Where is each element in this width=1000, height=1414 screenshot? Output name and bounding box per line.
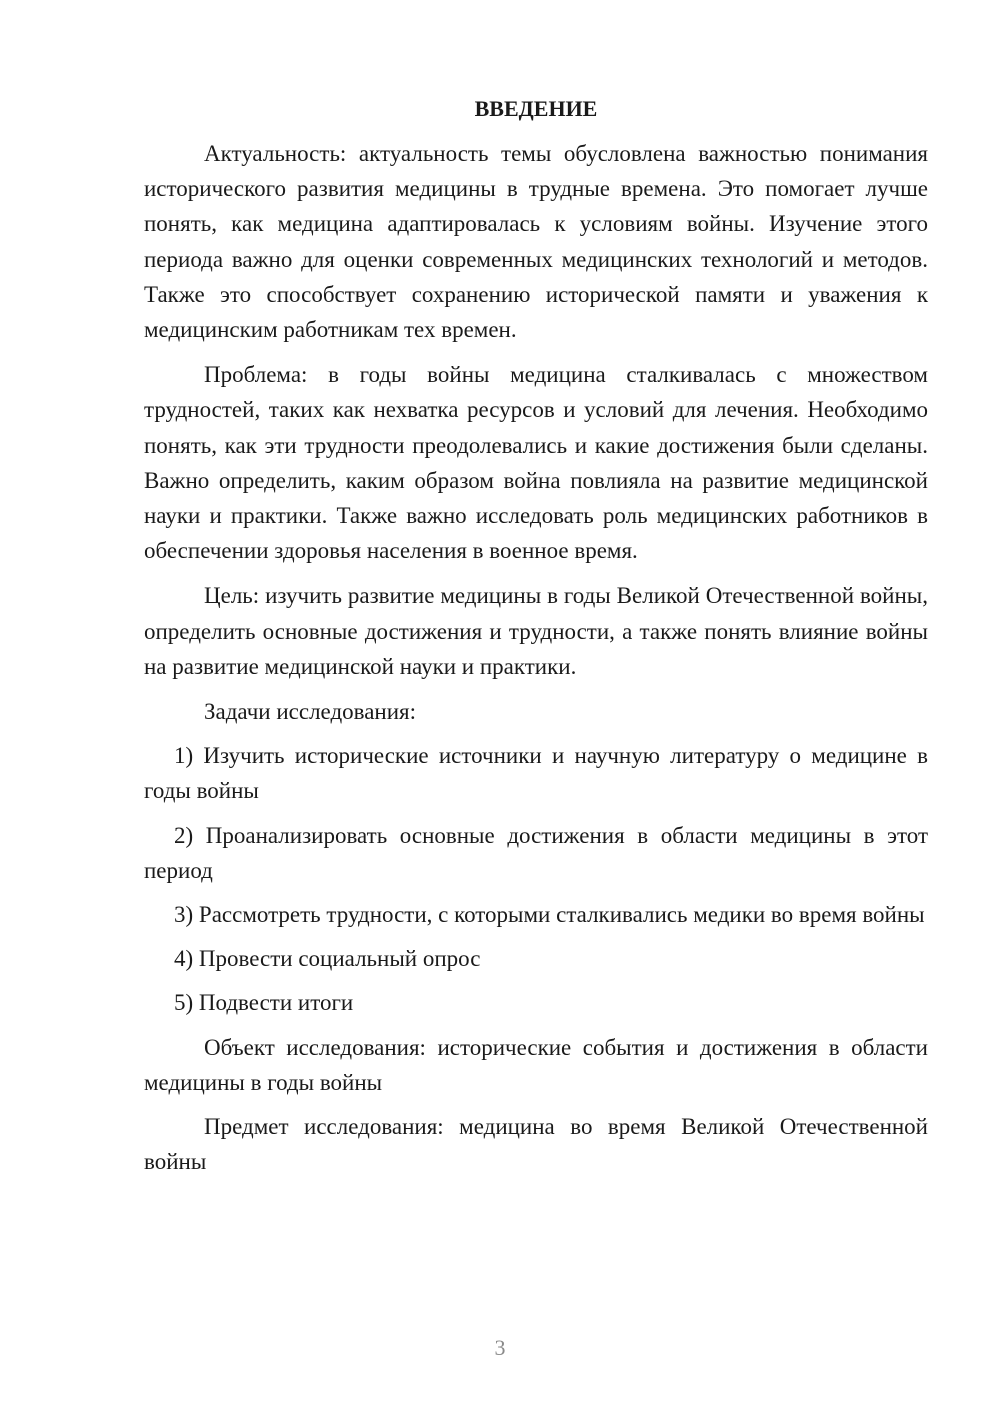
- task-item-3: 3) Рассмотреть трудности, с которыми сталкивались медики во время войны: [174, 902, 925, 928]
- page-number: 3: [494, 1335, 506, 1360]
- tasks-heading: Задачи исследования:: [204, 699, 417, 725]
- page-content: [144, 94, 928, 1179]
- task-item-1: 1) Изучить исторические источники и научную литературу о медицине в годы войны: [144, 743, 928, 804]
- paragraph-relevance: Актуальность: актуальность темы обусловлена важностью понимания исторического развития медицины в трудные времена. Это помогает лучше понять, как медицина адаптировалась к условиям войны. Изучение этого периода важно для оценки современных медицинских технологий и методов. Также это способствует сохранению исторической памяти и уважения к медицинским работникам тех времен.: [144, 141, 928, 343]
- paragraph-goal: Цель: изучить развитие медицины в годы Великой Отечественной войны, определить основные достижения и трудности, а также понять влияние войны на развитие медицинской науки и практики.: [144, 583, 928, 679]
- task-item-2: 2) Проанализировать основные достижения в области медицины в этот период: [144, 822, 928, 883]
- page-title: ВВЕДЕНИЕ: [474, 96, 598, 121]
- task-item-5: 5) Подвести итоги: [174, 990, 354, 1016]
- research-object: Объект исследования: исторические события и достижения в области медицины в годы войны: [144, 1034, 928, 1095]
- task-item-4: 4) Провести социальный опрос: [174, 946, 481, 972]
- research-subject: Предмет исследования: медицина во время Великой Отечественной войны: [144, 1114, 928, 1175]
- paragraph-problem: Проблема: в годы войны медицина сталкивалась с множеством трудностей, таких как нехватка ресурсов и условий для лечения. Необходимо понять, как эти трудности преодолевались и какие достижения были сделаны. Важно определить, каким образом война повлияла на развитие медицинской науки и практики. Также важно исследовать роль медицинских работников в обеспечении здоровья населения в военное время.: [144, 362, 928, 564]
